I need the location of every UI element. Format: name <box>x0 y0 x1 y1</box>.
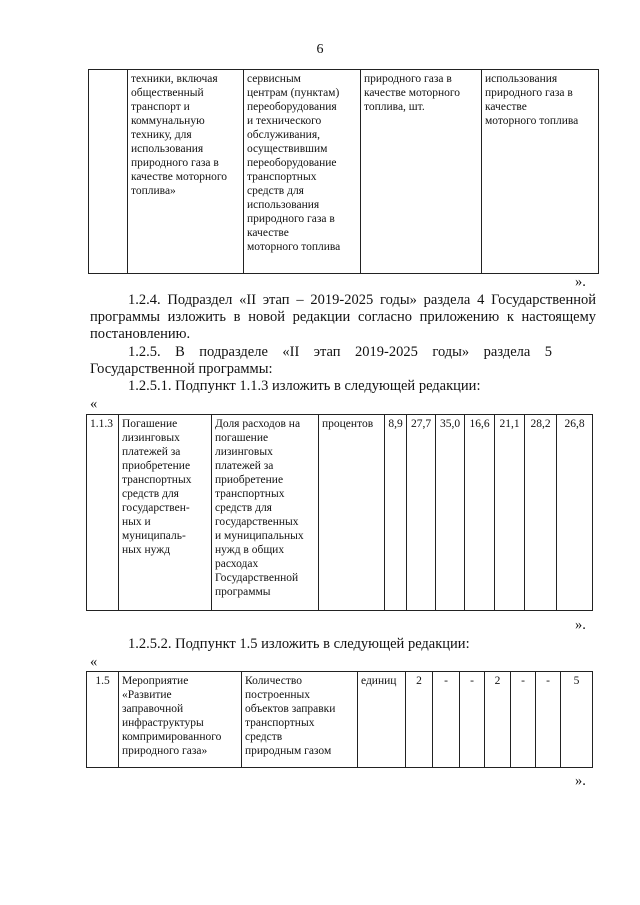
value-cell: - <box>433 672 460 768</box>
value-cell: 21,1 <box>495 415 525 611</box>
value-cell: 2 <box>406 672 433 768</box>
item-name: Погашение лизинговых платежей за приобретение транспортных средств для государствен- ных и муниципаль- ных нужд <box>119 415 212 611</box>
item-number: 1.5 <box>87 672 119 768</box>
value-cell: 27,7 <box>407 415 436 611</box>
value-cell: 16,6 <box>465 415 495 611</box>
value-cell: 28,2 <box>525 415 557 611</box>
value-cell: 35,0 <box>436 415 465 611</box>
paragraph-1-2-5-line2: Государственной программы: <box>90 361 273 377</box>
item-unit: процентов <box>319 415 385 611</box>
table-row <box>87 672 593 768</box>
paragraph-1-2-4: 1.2.4. Подраздел «II этап – 2019-2025 годы» раздела 4 Государственной программы изложить в новой редакции согласно приложению к настоящему постановлению. <box>90 292 596 342</box>
value-cell: - <box>536 672 561 768</box>
closing-quote: ». <box>575 617 586 633</box>
value-cell: 5 <box>561 672 593 768</box>
opening-quote: « <box>90 396 98 412</box>
paragraph-1-2-5-1: 1.2.5.1. Подпункт 1.1.3 изложить в следующей редакции: <box>128 378 481 394</box>
item-unit: единиц <box>358 672 406 768</box>
table-continuation <box>88 69 599 274</box>
item-number: 1.1.3 <box>87 415 119 611</box>
paragraph-1-2-5-2: 1.2.5.2. Подпункт 1.5 изложить в следующей редакции: <box>128 636 470 652</box>
item-indicator: Доля расходов на погашение лизинговых платежей за приобретение транспортных средств для государственных и муниципальных нужд в общих расходах Государственной программы <box>212 415 319 611</box>
table-row <box>89 70 599 274</box>
table-item-1-1-3 <box>86 414 593 611</box>
paragraph-1-2-5-line1: 1.2.5. В подразделе «II этап 2019-2025 годы» раздела 5 <box>128 344 553 360</box>
closing-quote: ». <box>575 773 586 789</box>
value-cell: - <box>511 672 536 768</box>
page-number: 6 <box>316 42 324 57</box>
closing-quote: ». <box>575 274 586 290</box>
item-name: Мероприятие «Развитие заправочной инфраструктуры компримированного природного газа» <box>119 672 242 768</box>
value-cell: - <box>460 672 485 768</box>
table-cell <box>89 70 128 274</box>
value-cell: 8,9 <box>385 415 407 611</box>
table-cell: природного газа в качестве моторного топлива, шт. <box>361 70 482 274</box>
table-cell: сервисным центрам (пунктам) переоборудования и технического обслуживания, осуществившим переоборудование транспортных средств для использования природного газа в качестве моторного топлива <box>244 70 361 274</box>
value-cell: 2 <box>485 672 511 768</box>
table-cell: техники, включая общественный транспорт и коммунальную технику, для использования природного газа в качестве моторного топлива» <box>128 70 244 274</box>
table-cell: использования природного газа в качестве моторного топлива <box>482 70 599 274</box>
table-item-1-5 <box>86 671 593 768</box>
value-cell: 26,8 <box>557 415 593 611</box>
opening-quote: « <box>90 654 98 670</box>
item-indicator: Количество построенных объектов заправки транспортных средств природным газом <box>242 672 358 768</box>
table-row <box>87 415 593 611</box>
